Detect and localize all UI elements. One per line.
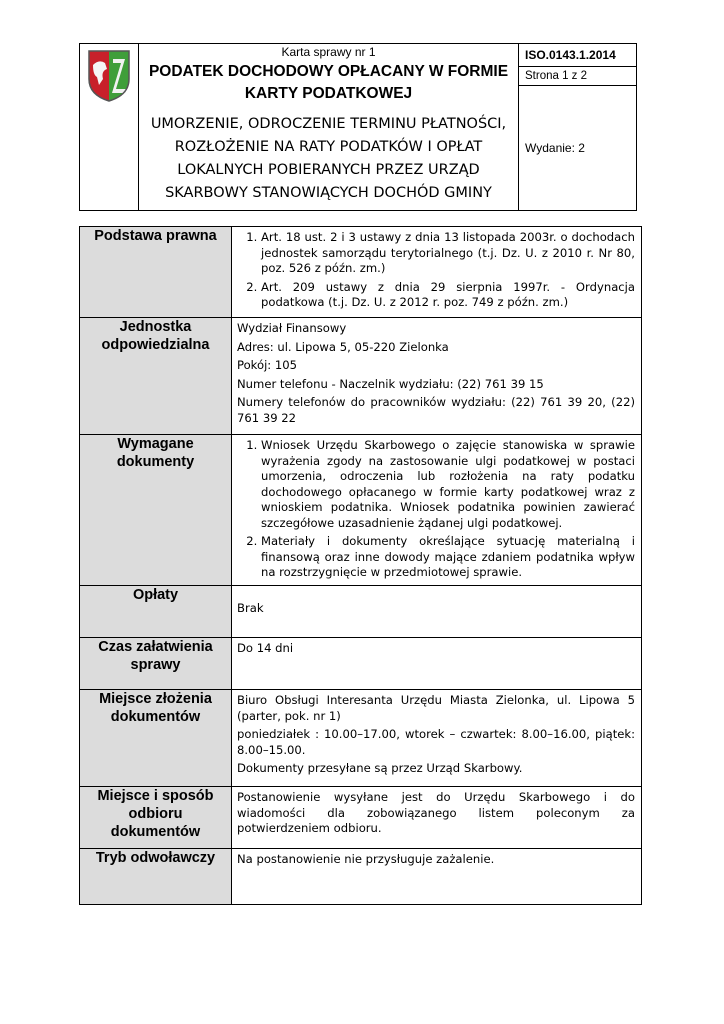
document-code: ISO.0143.1.2014	[519, 44, 636, 67]
row-value	[232, 690, 642, 787]
row-label: Tryb odwoławczy	[80, 849, 232, 905]
line: Adres: ul. Lipowa 5, 05-220 Zielonka	[237, 339, 449, 354]
list-item: 2. Art. 209 ustawy z dnia 29 sierpnia 1997r. - Ordynacja podatkowa (t.j. Dz. U. z 2012 r. poz. 749 z późn. zm.)	[261, 280, 635, 311]
line: Na postanowienie nie przysługuje zażalenie.	[237, 852, 495, 866]
document-header	[79, 43, 637, 211]
line: Do 14 dni	[237, 641, 294, 655]
line: Numery telefonów do pracowników wydziału: (22) 761 39 20, (22) 761 39 22	[237, 395, 635, 425]
line: Dokumenty przesyłane są przez Urząd Skarbowy.	[237, 761, 523, 775]
table-row	[80, 227, 642, 318]
row-value	[232, 787, 642, 849]
line: Biuro Obsługi Interesanta Urzędu Miasta Zielonka, ul. Lipowa 5 (parter, pok. nr 1)	[237, 693, 635, 723]
line: Postanowienie wysyłane jest do Urzędu Skarbowego i do wiadomości dla zobowiązanego listem poleconym za potwierdzeniem odbioru.	[237, 790, 635, 835]
table-row	[80, 586, 642, 638]
header-meta-cell	[519, 44, 636, 210]
table-row	[80, 690, 642, 787]
row-label: Podstawa prawna	[80, 227, 232, 318]
subtitle: UMORZENIE, ODROCZENIE TERMINU PŁATNOŚCI, ROZŁOŻENIE NA RATY PODATKÓW I OPŁAT LOKALNYCH POBIERANYCH PRZEZ URZĄD SKARBOWY STANOWIĄCYCH DOCHÓD GMINY	[150, 116, 507, 201]
coat-of-arms-icon	[87, 49, 131, 103]
line: poniedziałek : 10.00–17.00, wtorek – czwartek: 8.00–16.00, piątek: 8.00–15.00.	[237, 727, 635, 757]
row-value	[232, 435, 642, 586]
row-label: Opłaty	[80, 586, 232, 638]
logo-cell	[80, 44, 139, 210]
edition: Wydanie: 2	[525, 141, 585, 155]
info-table	[79, 226, 642, 905]
row-label: Wymagane dokumenty	[80, 435, 232, 586]
line: Numer telefonu - Naczelnik wydziału: (22) 761 39 15	[237, 376, 544, 391]
row-value	[232, 227, 642, 318]
line: Wydział Finansowy	[237, 321, 347, 335]
line: Brak	[237, 601, 264, 615]
line: Pokój: 105	[237, 358, 298, 372]
table-row	[80, 318, 642, 435]
row-label: Czas załatwienia sprawy	[80, 638, 232, 690]
list-item: 2. Materiały i dokumenty określające sytuację materialną i finansową oraz inne dowody mające zdaniem podatnika wpływ na rozstrzygnięcie w przedmiotowej sprawie.	[261, 534, 635, 581]
row-value	[232, 849, 642, 905]
table-row	[80, 849, 642, 905]
table-row	[80, 435, 642, 586]
row-label: Jednostka odpowiedzialna	[80, 318, 232, 435]
list-item: 1. Wniosek Urzędu Skarbowego o zajęcie stanowiska w sprawie wyrażenia zgody na zastosowanie ulgi podatkowej w postaci umorzenia, odroczenia lub rozłożenia na raty podatku dochodowego opłacanego w formie karty podatkowej wraz z wnioskiem podatnika. Wniosek podatnika powinien zawierać szczegółowe uzasadnienie żądanej ulgi podatkowej.	[261, 438, 635, 531]
row-label: Miejsce złożenia dokumentów	[80, 690, 232, 787]
row-value	[232, 586, 642, 638]
header-title-cell	[139, 44, 519, 210]
row-value	[232, 638, 642, 690]
row-label: Miejsce i sposób odbioru dokumentów	[80, 787, 232, 849]
page-number: Strona 1 z 2	[519, 67, 636, 86]
table-row	[80, 787, 642, 849]
list-item: 1. Art. 18 ust. 2 i 3 ustawy z dnia 13 listopada 2003r. o dochodach jednostek samorządu terytorialnego (t.j. Dz. U. z 2010 r. Nr 80, poz. 526 z późn. zm.)	[261, 230, 635, 277]
main-title: PODATEK DOCHODOWY OPŁACANY W FORMIE KARTY PODATKOWEJ	[148, 63, 509, 102]
row-value	[232, 318, 642, 435]
table-row	[80, 638, 642, 690]
card-number: Karta sprawy nr 1	[281, 45, 376, 59]
